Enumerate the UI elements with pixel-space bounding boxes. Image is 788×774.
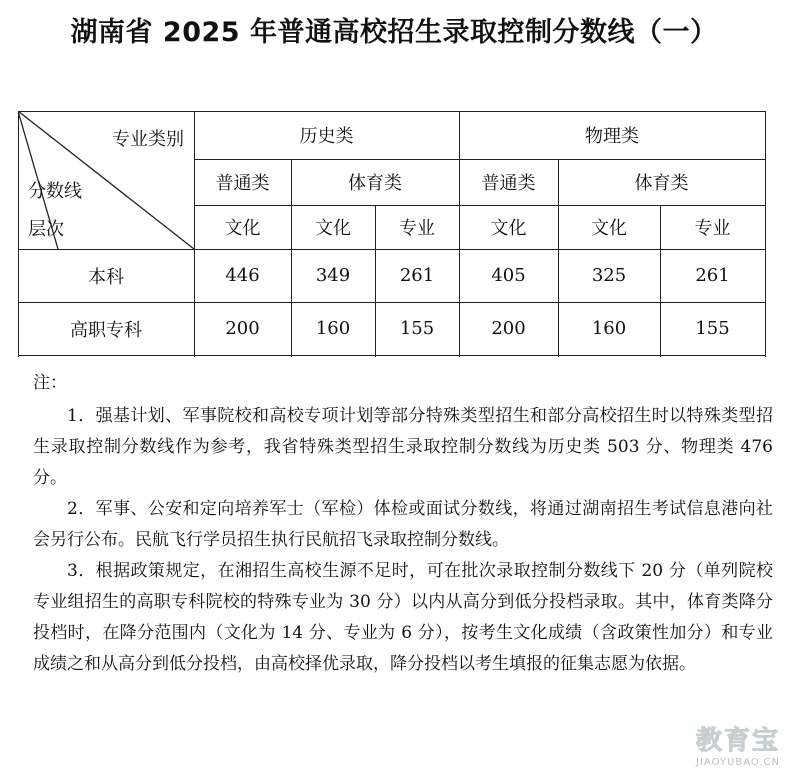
score-cell: 405 bbox=[491, 265, 526, 286]
subgroup-header: 普通类 bbox=[481, 173, 536, 194]
notes-heading: 注： bbox=[33, 373, 67, 393]
score-cell: 446 bbox=[225, 265, 260, 286]
score-cell: 160 bbox=[591, 318, 627, 339]
notes-section bbox=[33, 368, 773, 680]
subject-header: 文化 bbox=[224, 218, 261, 239]
score-cell: 261 bbox=[695, 265, 730, 286]
group-header-physics: 物理类 bbox=[585, 126, 639, 147]
watermark-url: JIAOYUBAO.CN bbox=[696, 757, 780, 768]
note-item-3: 3．根据政策规定，在湘招生高校生源不足时，可在批次录取控制分数线下 20 分（单列院校专业组招生的高职专科院校的特殊专业为 30 分）以内从高分到低分投档录取。其中，体育类降分投档时，在降分范围内（文化为 14 分、专业为 6 分），按考生文化成绩（含政策性加分）和专业成绩之和从高分到低分投档，由高校择优录取，降分投档以考生填报的征集志愿为依据。 bbox=[33, 561, 773, 674]
subgroup-header: 普通类 bbox=[215, 173, 270, 194]
score-cell: 349 bbox=[315, 265, 351, 286]
note-item-1: 1．强基计划、军事院校和高校专项计划等部分特殊类型招生和部分高校招生时以特殊类型招生录取控制分数线作为参考，我省特殊类型招生录取控制分数线为历史类 503 分、物理类 476 分。 bbox=[33, 406, 773, 488]
corner-label-score: 分数线 bbox=[28, 181, 82, 202]
score-cell: 200 bbox=[225, 318, 260, 339]
group-header-history: 历史类 bbox=[299, 126, 354, 147]
row-label-vocational: 高职专科 bbox=[70, 319, 142, 341]
subgroup-header: 体育类 bbox=[348, 173, 402, 194]
score-table bbox=[18, 111, 766, 357]
score-cell: 325 bbox=[591, 265, 627, 286]
score-cell: 155 bbox=[399, 318, 435, 339]
subject-header: 专业 bbox=[694, 218, 731, 239]
score-cell: 160 bbox=[315, 318, 351, 339]
note-item-2: 2．军事、公安和定向培养军士（军检）体检或面试分数线，将通过湖南招生考试信息港向社会另行公布。民航飞行学员招生执行民航招飞录取控制分数线。 bbox=[33, 499, 773, 550]
score-cell: 200 bbox=[491, 318, 526, 339]
watermark-logo: 教育宝 bbox=[695, 726, 780, 756]
score-cell: 155 bbox=[695, 318, 730, 339]
corner-label-level: 层次 bbox=[28, 219, 64, 240]
page-title: 湖南省 2025 年普通高校招生录取控制分数线（一） bbox=[70, 17, 718, 48]
subgroup-header: 体育类 bbox=[634, 173, 689, 194]
watermark bbox=[696, 720, 780, 768]
score-cell: 261 bbox=[399, 265, 435, 286]
corner-label-category: 专业类别 bbox=[112, 129, 184, 150]
subject-header: 文化 bbox=[490, 218, 527, 239]
subject-header: 文化 bbox=[591, 218, 627, 239]
subject-header: 文化 bbox=[315, 218, 351, 239]
subject-header: 专业 bbox=[399, 218, 435, 239]
row-label-undergraduate: 本科 bbox=[88, 266, 124, 288]
